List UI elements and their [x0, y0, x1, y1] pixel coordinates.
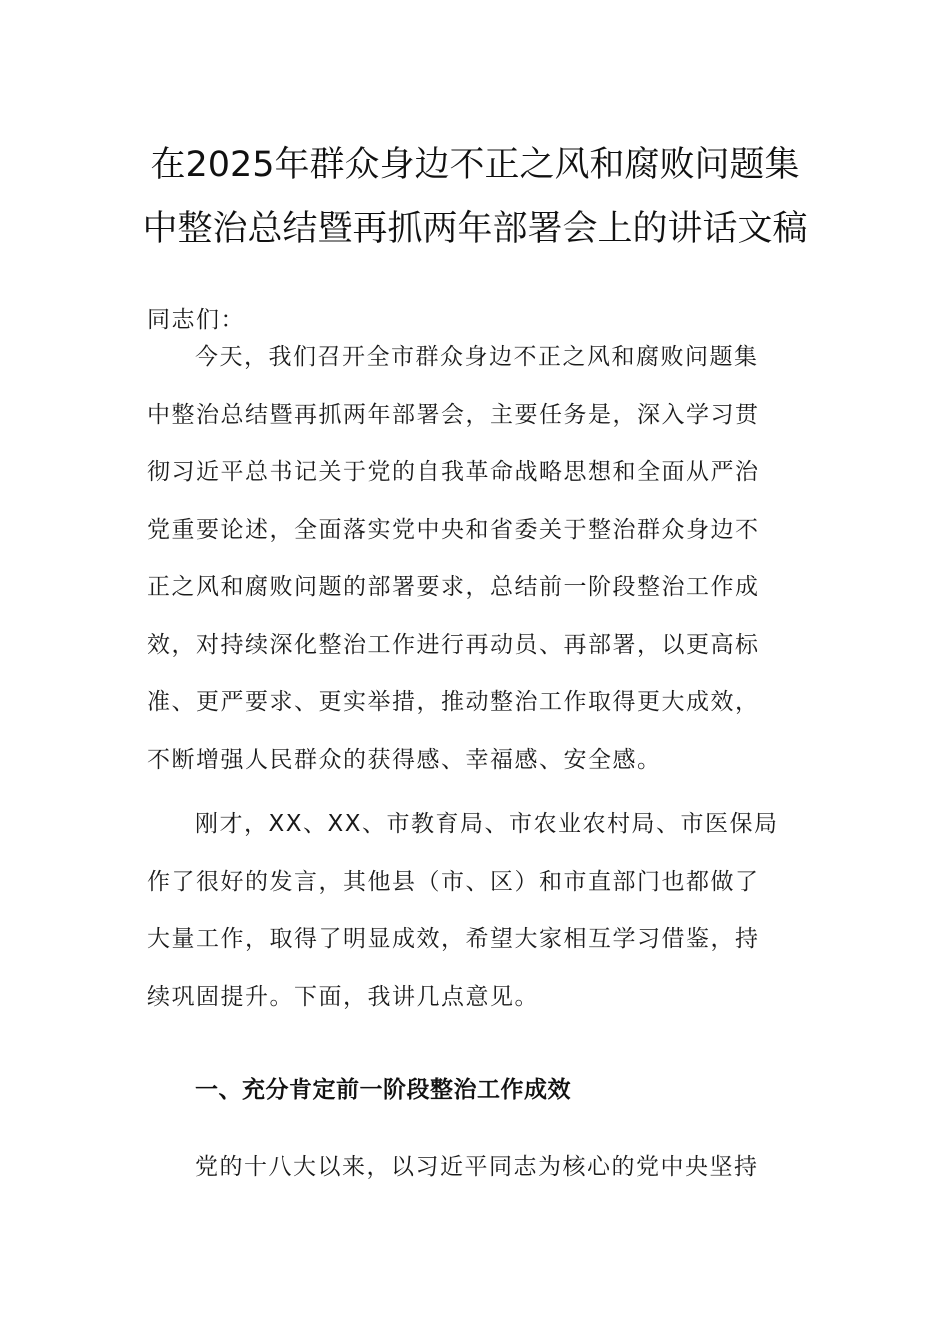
section-heading: 一、充分肯定前一阶段整治工作成效 — [195, 1077, 571, 1103]
paragraph-line: 中整治总结暨再抓两年部署会，主要任务是，深入学习贯 — [147, 401, 760, 428]
paragraph-line: 党的十八大以来，以习近平同志为核心的党中央坚持 — [195, 1154, 759, 1180]
title-line: 在2025年群众身边不正之风和腐败问题集 — [150, 145, 800, 185]
paragraph-line: 效，对持续深化整治工作进行再动员、再部署，以更高标 — [147, 631, 760, 658]
paragraph-line: 不断增强人民群众的获得感、幸福感、安全感。 — [147, 746, 662, 773]
paragraph-line: 大量工作，取得了明显成效，希望大家相互学习借鉴，持 — [147, 926, 760, 952]
paragraph-line: 作了很好的发言，其他县（市、区）和市直部门也都做了 — [147, 868, 760, 895]
paragraph-1 — [147, 329, 807, 789]
paragraph-line: 准、更严要求、更实举措，推动整治工作取得更大成效， — [147, 689, 760, 715]
paragraph-line: 正之风和腐败问题的部署要求，总结前一阶段整治工作成 — [147, 574, 760, 600]
paragraph-3 — [147, 1139, 807, 1197]
paragraph-line: 彻习近平总书记关于党的自我革命战略思想和全面从严治 — [147, 459, 760, 485]
title-line: 中整治总结暨再抓两年部署会上的讲话文稿 — [142, 209, 808, 249]
paragraph-line: 今天，我们召开全市群众身边不正之风和腐败问题集 — [195, 344, 759, 370]
document-title — [140, 133, 810, 261]
salutation-text: 同志们： — [147, 307, 245, 333]
paragraph-line: 党重要论述，全面落实党中央和省委关于整治群众身边不 — [147, 516, 760, 543]
paragraph-2 — [147, 796, 807, 1026]
paragraph-line: 续巩固提升。下面，我讲几点意见。 — [147, 983, 539, 1010]
paragraph-line: 刚才，XX、XX、市教育局、市农业农村局、市医保局 — [195, 811, 779, 837]
